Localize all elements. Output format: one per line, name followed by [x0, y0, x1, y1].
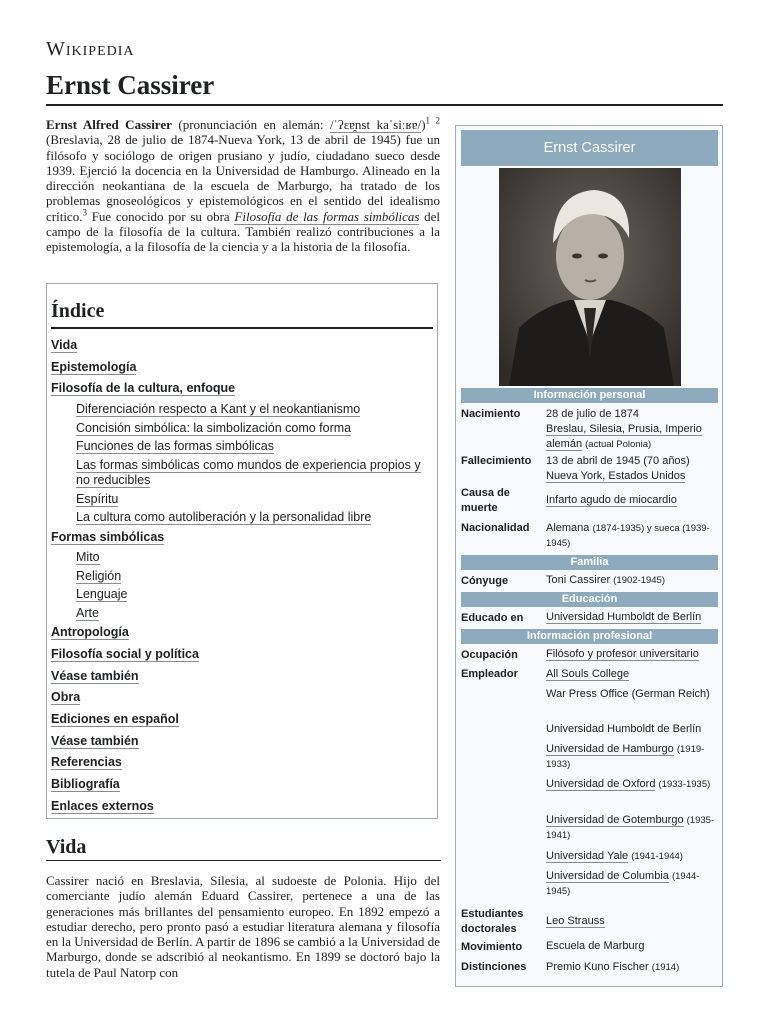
- birth-note: (actual Polonia): [585, 439, 652, 450]
- cause-link[interactable]: Infarto agudo de miocardio: [546, 494, 677, 506]
- intro-text-2b: del campo de la filosofía de la cultura. También realizó contribuciones a la epistemología, a la filosofía de la ciencia y a la historia de la filosofía.: [46, 208, 441, 255]
- toc-item[interactable]: [51, 646, 433, 668]
- spouse-name: Toni Cassirer: [546, 574, 611, 586]
- toc-link[interactable]: Antropología: [51, 625, 129, 640]
- reference-links-1-2[interactable]: 1 2: [425, 115, 441, 126]
- label-cause: Causa de muerte: [461, 487, 510, 514]
- value-movement: Escuela de Marburg: [546, 940, 645, 952]
- section-education: Educación: [461, 592, 718, 607]
- employer-oxford[interactable]: Universidad de Oxford: [546, 778, 656, 790]
- reference-link-3[interactable]: 3: [82, 207, 87, 218]
- toc-item[interactable]: [51, 337, 433, 359]
- title-divider: [46, 104, 723, 106]
- toc-item[interactable]: [51, 359, 433, 381]
- table-of-contents: [46, 283, 438, 819]
- toc-item[interactable]: [51, 529, 433, 551]
- infobox-title: Ernst Cassirer: [461, 130, 718, 166]
- toc-link[interactable]: Diferenciación respecto a Kant y el neokantianismo: [76, 402, 361, 417]
- employer-humboldt: Universidad Humboldt de Berlín: [546, 723, 702, 735]
- vida-paragraph: Cassirer nació en Breslavia, Silesia, al sudoeste de Polonia. Hijo del comerciante judío alemán Eduard Cassirer, pertenece a una de las generaciones más brillantes del pensamiento europeo. En 1892 empezó a estudiar derecho, pero pronto pasó a estudiar literatura alemana y filosofía en la Universidad de Berlín. A partir de 1896 se cambió a la Universidad de Marburgo, donde se adscribió al neokantismo. En 1899 se doctoró bajo la tutela de Paul Natorp con: [46, 873, 440, 980]
- toc-link[interactable]: Religión: [76, 568, 122, 583]
- toc-link[interactable]: Espíritu: [76, 491, 119, 506]
- education-link[interactable]: Universidad Humboldt de Berlín: [546, 611, 702, 623]
- toc-link[interactable]: Enlaces externos: [51, 798, 154, 813]
- toc-link[interactable]: Mito: [76, 550, 100, 565]
- label-educated: Educado en: [461, 612, 524, 624]
- toc-link[interactable]: Referencias: [51, 755, 122, 770]
- toc-link[interactable]: Filosofía de la cultura, enfoque: [51, 381, 236, 396]
- toc-item[interactable]: [51, 776, 433, 798]
- intro-text-2a: Fue conocido por su obra: [91, 208, 230, 224]
- toc-item[interactable]: [51, 492, 433, 511]
- page-title: Ernst Cassirer: [46, 70, 215, 100]
- toc-link[interactable]: La cultura como autoliberación y la personalidad libre: [76, 510, 372, 525]
- label-awards: Distinciones: [461, 961, 527, 973]
- pronunciation-prefix: (pronunciación en alemán:: [178, 117, 324, 132]
- value-employer: [546, 667, 718, 904]
- value-doctoral-students: [546, 914, 718, 929]
- section-professional: Información profesional: [461, 629, 718, 644]
- value-educated: [546, 610, 718, 625]
- value-spouse: [546, 573, 718, 588]
- label-birth: Nacimiento: [461, 408, 521, 420]
- toc-item[interactable]: [51, 587, 433, 606]
- toc-link[interactable]: Epistemología: [51, 359, 137, 374]
- employer-gotemburgo-dates: (1935-1941): [546, 815, 715, 841]
- toc-item[interactable]: [51, 380, 433, 402]
- section-divider: [46, 860, 441, 861]
- toc-link[interactable]: Arte: [76, 605, 99, 620]
- wikipedia-wordmark[interactable]: Wikipedia: [46, 38, 135, 60]
- value-awards: [546, 960, 718, 975]
- label-movement: Movimiento: [461, 941, 523, 953]
- work-link[interactable]: Filosofía de las formas simbólicas: [234, 208, 420, 224]
- birth-date: 28 de julio de 1874: [546, 408, 639, 420]
- employer-all-souls[interactable]: All Souls College: [546, 668, 630, 680]
- employer-war-press: War Press Office (German Reich): [546, 688, 710, 700]
- employer-yale[interactable]: Universidad Yale: [546, 850, 629, 862]
- spouse-dates: (1902-1945): [613, 575, 666, 586]
- value-cause: [546, 493, 718, 508]
- toc-item[interactable]: [51, 439, 433, 458]
- toc-link[interactable]: Véase también: [51, 668, 139, 683]
- toc-item[interactable]: [51, 689, 433, 711]
- label-death: Fallecimiento: [461, 455, 532, 467]
- value-nationality: [546, 521, 718, 551]
- label-occupation: Ocupación: [461, 649, 518, 661]
- section-personal: Información personal: [461, 388, 718, 403]
- toc-link[interactable]: Obra: [51, 690, 81, 705]
- employer-gotemburgo[interactable]: Universidad de Gotemburgo: [546, 814, 684, 826]
- section-heading-vida: Vida: [46, 836, 87, 858]
- award-name: Premio Kuno Fischer: [546, 961, 649, 973]
- toc-item[interactable]: [51, 458, 433, 492]
- toc-item[interactable]: [51, 733, 433, 755]
- toc-item[interactable]: [51, 606, 433, 625]
- birth-place-link[interactable]: Breslau, Silesia, Prusia, Imperio: [546, 423, 702, 435]
- value-death: [546, 454, 718, 484]
- employer-yale-dates: (1941-1944): [631, 851, 683, 862]
- toc-link[interactable]: Concisión simbólica: la simbolización como forma: [76, 420, 352, 435]
- student-link[interactable]: Leo Strauss: [546, 915, 605, 927]
- award-year: (1914): [651, 962, 680, 973]
- nationality-dates: (1874-1935) y sueca (1939-1945): [546, 523, 710, 549]
- toc-link[interactable]: Filosofía social y política: [51, 646, 199, 661]
- toc-item[interactable]: [51, 754, 433, 776]
- toc-item[interactable]: [51, 421, 433, 440]
- toc-item[interactable]: [51, 569, 433, 588]
- intro-paragraph: Ernst Alfred Cassirer (pronunciación en alemán: /ˈʔɛɐ̯nst kaˈsiːʁɐ/)$^{1 2}$ (Breslavia, 28 de julio de 1874-Nueva York, 13 de abril de 1945) fue un filósofo y sociólogo de origen prusiano y judío, ciudadano sueco desde 1939. Ejerció la docencia en la Universidad de Hamburgo. Alineado en la dirección neokantiana de la escuela de Marburgo, ha tratado de los problemas gnoseológicos y epistemológicos en el sentido del idealismo crítico.$^3$ Fue conocido por su obra Filosofía de las formas simbólicas del campo de la filosofía de la cultura. También realizó contribuciones a la epistemología, a la filosofía de la ciencia y a la historia de la filosofía.: [46, 115, 441, 255]
- intro-text-1: (Breslavia, 28 de julio de 1874-Nueva York, 13 de abril de 1945) fue un filósofo y sociólogo de origen prusiano y judío, ciudadano sueco desde 1939. Ejerció la docencia en la Universidad de Hamburgo. Alineado en la dirección neokantiana de la escuela de Marburgo, ha tratado de los problemas gnoseológicos y epistemológicos en el sentido del idealismo crítico.: [46, 132, 440, 224]
- occupation-link[interactable]: Filósofo y profesor universitario: [546, 648, 699, 660]
- death-place-link[interactable]: Nueva York, Estados Unidos: [546, 470, 686, 482]
- employer-hamburg[interactable]: Universidad de Hamburgo: [546, 743, 674, 755]
- toc-title: Índice: [51, 300, 433, 329]
- toc-item[interactable]: [51, 711, 433, 733]
- label-nationality: Nacionalidad: [461, 522, 530, 534]
- toc-link[interactable]: Las formas simbólicas como mundos de experiencia propios y no reducibles: [76, 457, 421, 487]
- infobox: [455, 125, 723, 987]
- label-employer: Empleador: [461, 668, 518, 680]
- nationality-main: Alemana: [546, 522, 590, 534]
- toc-list: [51, 337, 433, 819]
- toc-item[interactable]: [51, 550, 433, 569]
- value-birth: [546, 407, 718, 452]
- label-spouse: Cónyuge: [461, 575, 509, 587]
- employer-columbia-dates: (1944-1945): [546, 871, 700, 897]
- employer-columbia[interactable]: Universidad de Columbia: [546, 870, 669, 882]
- toc-link[interactable]: Ediciones en español: [51, 712, 179, 726]
- toc-item[interactable]: [51, 510, 433, 529]
- toc-link[interactable]: Lenguaje: [76, 587, 128, 602]
- birth-empire-link[interactable]: alemán: [546, 438, 583, 450]
- toc-item[interactable]: [51, 668, 433, 690]
- value-occupation: [546, 647, 718, 662]
- toc-link[interactable]: Bibliografía: [51, 777, 120, 792]
- death-date: 13 de abril de 1945 (70 años): [546, 455, 690, 467]
- employer-oxford-dates: (1933-1935): [658, 779, 711, 790]
- portrait-photo[interactable]: [499, 168, 681, 386]
- employer-hamburg-dates: (1919-1933): [546, 744, 705, 770]
- ipa-link[interactable]: /ˈʔɛɐ̯nst kaˈsiːʁɐ/: [329, 117, 422, 132]
- label-doctoral-students: Estudiantes doctorales: [461, 908, 524, 935]
- toc-item[interactable]: [51, 798, 433, 820]
- section-family: Familia: [461, 555, 718, 570]
- subject-name: Ernst Alfred Cassirer: [46, 117, 172, 132]
- toc-link[interactable]: Véase también: [51, 733, 139, 748]
- toc-item[interactable]: [51, 402, 433, 421]
- toc-link[interactable]: Formas simbólicas: [51, 529, 165, 544]
- toc-link[interactable]: Vida: [51, 338, 78, 352]
- toc-item[interactable]: [51, 624, 433, 646]
- toc-link[interactable]: Funciones de las formas simbólicas: [76, 439, 274, 454]
